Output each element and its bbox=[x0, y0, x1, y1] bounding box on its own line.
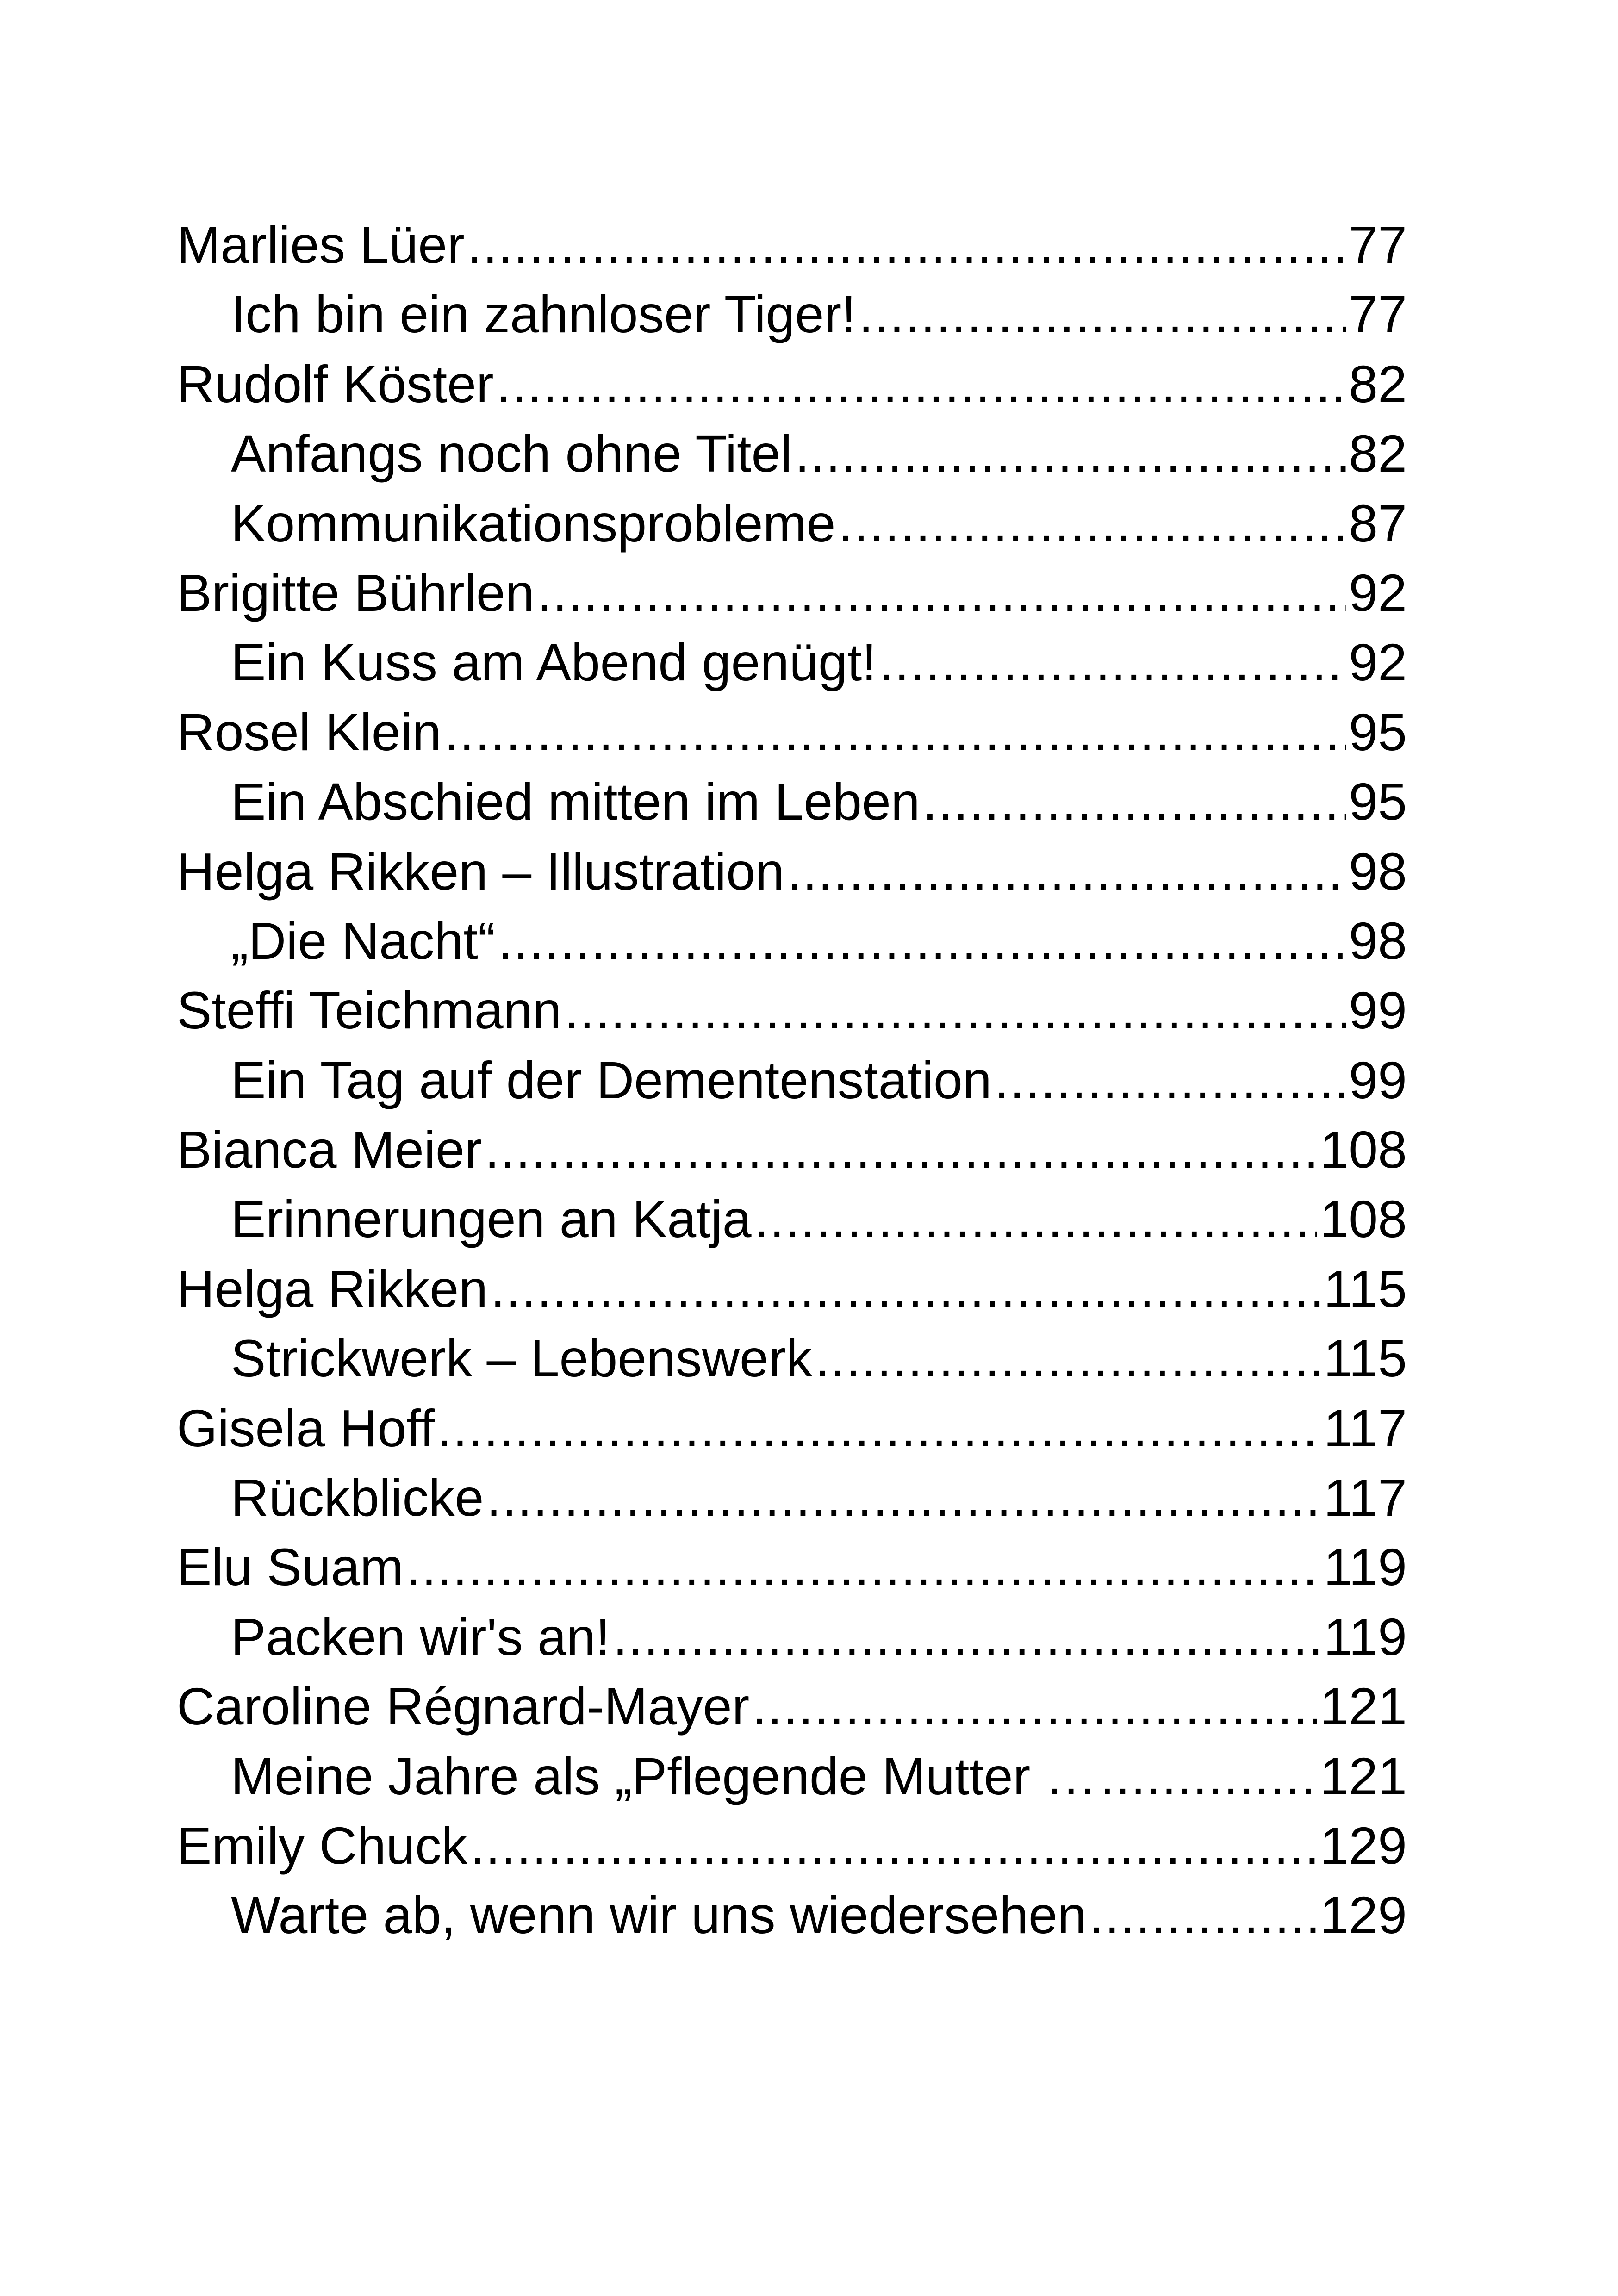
toc-dot-leader bbox=[815, 1324, 1321, 1393]
toc-page-number: 99 bbox=[1349, 981, 1407, 1040]
toc-entry-title: Meine Jahre als „Pflegende Mutter … bbox=[231, 1747, 1097, 1805]
toc-page-number: 82 bbox=[1349, 424, 1407, 483]
toc-dot-leader bbox=[486, 1463, 1320, 1532]
toc-entry-story[interactable] bbox=[177, 1324, 1407, 1393]
toc-dot-leader bbox=[497, 349, 1346, 419]
toc-dot-leader bbox=[437, 1394, 1321, 1463]
toc-page-number: 117 bbox=[1323, 1468, 1407, 1527]
toc-dot-leader bbox=[406, 1532, 1321, 1602]
toc-entry-story[interactable] bbox=[177, 1880, 1407, 1950]
toc-page-number: 95 bbox=[1349, 772, 1407, 831]
toc-entry-story[interactable] bbox=[177, 1045, 1407, 1115]
toc-entry-story[interactable] bbox=[177, 1742, 1407, 1811]
toc-entry-title: Brigitte Bührlen bbox=[177, 563, 535, 622]
toc-entry-title: Bianca Meier bbox=[177, 1120, 482, 1179]
toc-entry-title: Ein Kuss am Abend genügt! bbox=[231, 633, 877, 692]
toc-entry-title: Marlies Lüer bbox=[177, 216, 465, 274]
toc-entry-title: Erinnerungen an Katja bbox=[231, 1190, 752, 1249]
toc-entry-author[interactable] bbox=[177, 1811, 1407, 1880]
toc-entry-title: Ein Tag auf der Dementenstation bbox=[231, 1051, 992, 1109]
toc-entry-title: „Die Nacht“ bbox=[231, 911, 496, 970]
toc-dot-leader bbox=[754, 1184, 1317, 1254]
toc-entry-title: Strickwerk – Lebenswerk bbox=[231, 1329, 813, 1388]
toc-dot-leader bbox=[995, 1045, 1346, 1115]
toc-dot-leader bbox=[491, 1254, 1321, 1324]
toc-entry-story[interactable] bbox=[177, 628, 1407, 697]
toc-page-number: 115 bbox=[1323, 1329, 1407, 1388]
toc-page-number: 98 bbox=[1349, 842, 1407, 901]
toc-entry-title: Ein Abschied mitten im Leben bbox=[231, 772, 920, 831]
toc-dot-leader bbox=[795, 419, 1346, 488]
toc-entry-story[interactable] bbox=[177, 767, 1407, 836]
toc-page-number: 77 bbox=[1349, 216, 1407, 274]
toc-page-number: 108 bbox=[1319, 1190, 1407, 1249]
toc-dot-leader bbox=[485, 1115, 1317, 1184]
toc-entry-story[interactable] bbox=[177, 419, 1407, 488]
toc-page-number: 87 bbox=[1349, 494, 1407, 553]
toc-entry-title: Ich bin ein zahnloser Tiger! bbox=[231, 285, 856, 344]
toc-page-number: 77 bbox=[1349, 285, 1407, 344]
toc-page-number: 129 bbox=[1319, 1816, 1407, 1875]
toc-dot-leader bbox=[537, 558, 1346, 628]
toc-entry-story[interactable] bbox=[177, 280, 1407, 349]
toc-entry-title: Helga Rikken – Illustration bbox=[177, 842, 784, 901]
toc-entry-title: Caroline Régnard-Mayer bbox=[177, 1677, 750, 1736]
toc-entry-title: Packen wir's an! bbox=[231, 1607, 610, 1666]
toc-entry-title: Anfangs noch ohne Titel bbox=[231, 424, 792, 483]
toc-entry-author[interactable] bbox=[177, 349, 1407, 419]
toc-entry-author[interactable] bbox=[177, 1672, 1407, 1741]
toc-entry-title: Kommunikationsprobleme bbox=[231, 494, 836, 553]
toc-page-number: 119 bbox=[1323, 1607, 1407, 1666]
toc-entry-title: Rudolf Köster bbox=[177, 355, 494, 413]
toc-dot-leader bbox=[467, 210, 1346, 280]
toc-page-number: 108 bbox=[1319, 1120, 1407, 1179]
toc-entry-story[interactable] bbox=[177, 489, 1407, 558]
toc-page-number: 95 bbox=[1349, 703, 1407, 761]
toc-dot-leader bbox=[470, 1811, 1317, 1880]
toc-entry-story[interactable] bbox=[177, 906, 1407, 976]
toc-entry-title: Warte ab, wenn wir uns wiedersehen bbox=[231, 1886, 1087, 1945]
toc-dot-leader bbox=[1089, 1880, 1317, 1950]
toc-dot-leader bbox=[879, 628, 1346, 697]
toc-entry-author[interactable] bbox=[177, 1394, 1407, 1463]
toc-page-number: 115 bbox=[1323, 1259, 1407, 1318]
toc-page-number: 129 bbox=[1319, 1886, 1407, 1945]
toc-page-number: 119 bbox=[1323, 1538, 1407, 1597]
toc-dot-leader bbox=[498, 906, 1346, 976]
toc-dot-leader bbox=[564, 976, 1346, 1045]
table-of-contents bbox=[177, 210, 1407, 1950]
toc-page-number: 92 bbox=[1349, 633, 1407, 692]
toc-dot-leader bbox=[444, 697, 1346, 767]
toc-entry-author[interactable] bbox=[177, 1254, 1407, 1324]
toc-page-number: 99 bbox=[1349, 1051, 1407, 1109]
toc-entry-author[interactable] bbox=[177, 1115, 1407, 1184]
toc-entry-title: Rückblicke bbox=[231, 1468, 484, 1527]
toc-entry-author[interactable] bbox=[177, 1532, 1407, 1602]
toc-dot-leader bbox=[838, 489, 1346, 558]
toc-entry-author[interactable] bbox=[177, 837, 1407, 906]
toc-entry-author[interactable] bbox=[177, 976, 1407, 1045]
toc-page-number: 82 bbox=[1349, 355, 1407, 413]
toc-page-number: 121 bbox=[1319, 1747, 1407, 1805]
toc-page-number: 117 bbox=[1323, 1399, 1407, 1457]
toc-page-number: 98 bbox=[1349, 911, 1407, 970]
toc-dot-leader bbox=[752, 1672, 1317, 1741]
toc-entry-title: Elu Suam bbox=[177, 1538, 404, 1597]
toc-entry-story[interactable] bbox=[177, 1602, 1407, 1672]
toc-entry-title: Gisela Hoff bbox=[177, 1399, 435, 1457]
toc-entry-story[interactable] bbox=[177, 1463, 1407, 1532]
toc-dot-leader bbox=[923, 767, 1346, 836]
toc-dot-leader bbox=[787, 837, 1346, 906]
toc-entry-title: Steffi Teichmann bbox=[177, 981, 562, 1040]
toc-entry-author[interactable] bbox=[177, 558, 1407, 628]
toc-dot-leader bbox=[859, 280, 1346, 349]
toc-page-number: 121 bbox=[1319, 1677, 1407, 1736]
toc-entry-author[interactable] bbox=[177, 210, 1407, 280]
toc-dot-leader bbox=[1100, 1742, 1317, 1811]
toc-entry-story[interactable] bbox=[177, 1184, 1407, 1254]
toc-entry-title: Rosel Klein bbox=[177, 703, 442, 761]
toc-entry-title: Emily Chuck bbox=[177, 1816, 467, 1875]
toc-page-number: 92 bbox=[1349, 563, 1407, 622]
toc-dot-leader bbox=[613, 1602, 1321, 1672]
toc-entry-author[interactable] bbox=[177, 697, 1407, 767]
toc-entry-title: Helga Rikken bbox=[177, 1259, 488, 1318]
